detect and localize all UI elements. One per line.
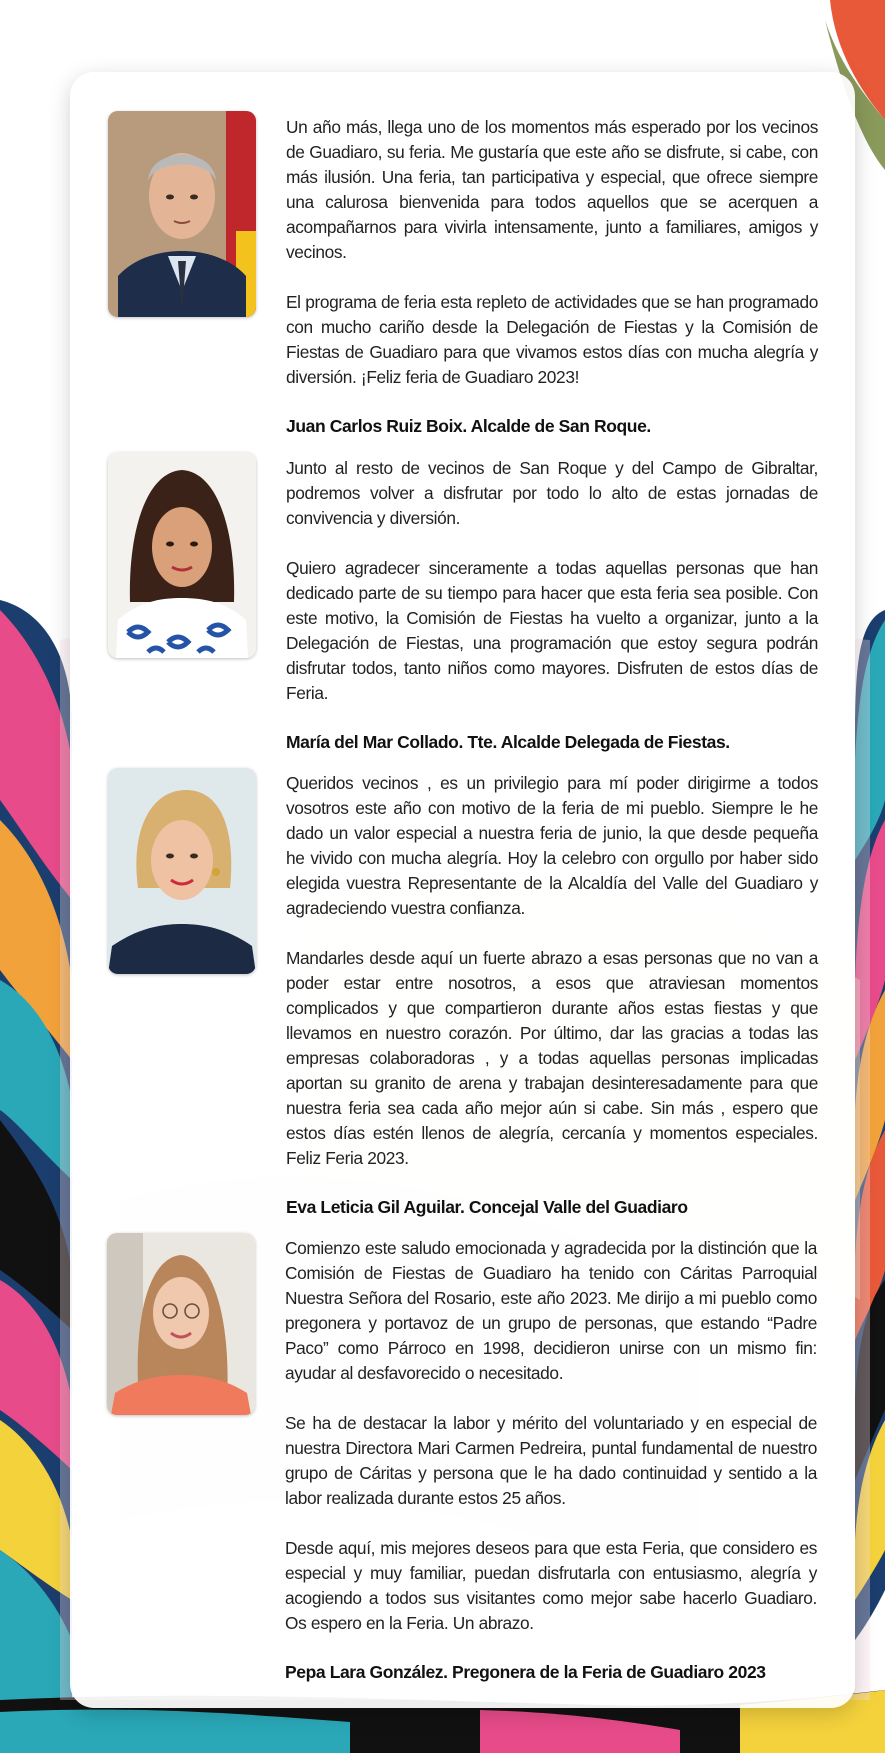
greeting-text-3 [286,771,818,1171]
photo-portrait-4 [107,1233,255,1415]
greeting-text-4 [285,1236,817,1636]
signature-4: Pepa Lara González. Pregonera de la Feria de Guadiaro 2023 [285,1662,766,1682]
greeting-text-2 [286,456,818,706]
greeting-text-1 [286,115,818,390]
paragraph: Junto al resto de vecinos de San Roque y del Campo de Gibraltar, podremos volver a disfrutar por todo lo alto de estas jornadas de convivencia y diversión. [286,458,818,528]
paragraph: Un año más, llega uno de los momentos más esperado por los vecinos de Guadiaro, su feria. Me gustaría que este año se disfrute, si cabe, con más ilusión. Una feria, tan participativa y especial, que ofrece siempre una calurosa bienvenida para todos aquellos que se acerquen a acompañarnos para vivirla intensamente, junto a familiares, amigos y vecinos. [286,117,818,262]
signature-3: Eva Leticia Gil Aguilar. Concejal Valle del Guadiaro [286,1197,688,1217]
photo-portrait-1 [108,111,256,317]
photo-portrait-3 [108,768,256,974]
paragraph: Se ha de destacar la labor y mérito del voluntariado y en especial de nuestra Directora Mari Carmen Pedreira, puntal fundamental de nuestro grupo de Cáritas y persona que le ha dado continuidad y sentido a la labor realizada durante estos 25 años. [285,1413,817,1508]
paragraph: Queridos vecinos , es un privilegio para mí poder dirigirme a todos vosotros este año con motivo de la feria de mi pueblo. Siempre le he dado un valor especial a nuestra feria de junio, la que desde pequeña he vivido con mucha alegría. Hoy la celebro con orgullo por haber sido elegida vuestra Representante de la Alcaldía del Valle del Guadiaro y agradeciendo vuestra confianza. [286,773,818,918]
paragraph: El programa de feria esta repleto de actividades que se han programado con mucho cariño desde la Delegación de Fiestas y la Comisión de Fiestas de Guadiaro para que vivamos estos días con mucha alegría y diversión. ¡Feliz feria de Guadiaro 2023! [286,292,818,387]
paragraph: Mandarles desde aquí un fuerte abrazo a esas personas que no van a poder estar entre nosotros, a esos que atraviesan momentos complicados y que compartieron durante años estas fiestas y que llevamos en nuestro corazón. Por último, dar las gracias a todas las empresas colaboradoras , y a todas aquellas personas implicadas aportan su granito de arena y trabajan desinteresadamente para que nuestra feria sea cada año mejor aún si cabe. Sin más , espero que estos días estén llenos de alegría, cercanía y momentos especiales. Feliz Feria 2023. [286,948,818,1168]
photo-portrait-2 [108,452,256,658]
paragraph: Comienzo este saludo emocionada y agradecida por la distinción que la Comisión de Fiestas de Guadiaro ha tenido con Cáritas Parroquial Nuestra Señora del Rosario, este año 2023. Me dirijo a mi pueblo como pregonera y portavoz de un grupo de personas, que estando “Padre Paco” como Párroco en 1998, decidieron unirse con un mismo fin: ayudar al desfavorecido o necesitado. [285,1238,817,1383]
paragraph: Desde aquí, mis mejores deseos para que esta Feria, que considero es especial y muy familiar, puedan disfrutarla con entusiasmo, alegría y acogiendo a todos sus visitantes como mejor sabe hacerlo Guadiaro. Os espero en la Feria. Un abrazo. [285,1538,817,1633]
paragraph: Quiero agradecer sinceramente a todas aquellas personas que han dedicado parte de su tiempo para hacer que esta feria sea posible. Con este motivo, la Comisión de Fiestas ha vuelto a organizar, junto a la Delegación de Fiestas, una programación que estoy segura podrán disfrutar todos, tanto niños como mayores. Disfruten de estos días de Feria. [286,558,818,703]
signature-1: Juan Carlos Ruiz Boix. Alcalde de San Roque. [286,416,651,436]
signature-2: María del Mar Collado. Tte. Alcalde Delegada de Fiestas. [286,732,730,752]
